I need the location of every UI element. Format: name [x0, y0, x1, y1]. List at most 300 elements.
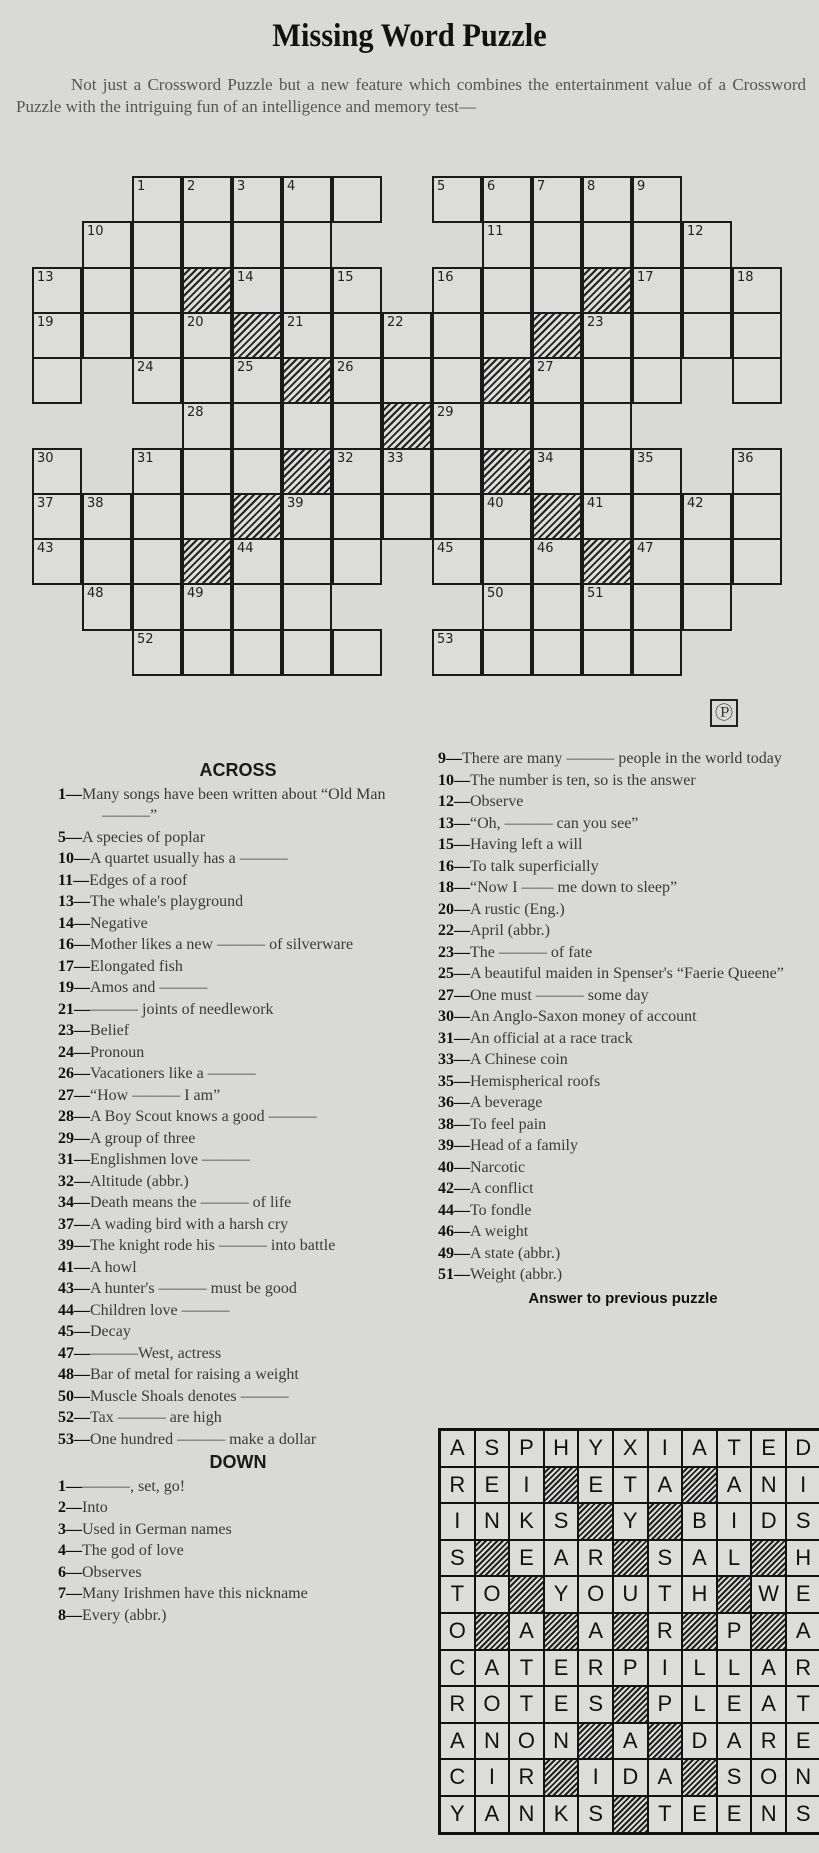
grid-cell[interactable]: [132, 493, 182, 540]
clue-text: To feel pain: [470, 1115, 547, 1133]
grid-cell[interactable]: [532, 176, 582, 223]
grid-cell[interactable]: [232, 176, 282, 223]
across-clue: [58, 999, 418, 1021]
grid-cell[interactable]: [482, 312, 532, 359]
grid-cell[interactable]: [432, 629, 482, 676]
clue-number: 48—: [58, 1366, 90, 1383]
answer-cell: H: [787, 1541, 819, 1576]
clue-text: There are many ——— people in the world today: [462, 750, 782, 767]
clue-number: 41: [587, 495, 604, 511]
black-square: [582, 267, 632, 314]
clue-text: A group of three: [90, 1129, 196, 1147]
grid-cell[interactable]: [482, 176, 532, 223]
clue-text: Pronoun: [90, 1043, 145, 1061]
grid-cell[interactable]: [132, 357, 182, 404]
grid-cell[interactable]: [532, 629, 582, 676]
answer-black-square: [718, 1577, 751, 1612]
grid-cell[interactable]: [32, 357, 82, 404]
answer-cell: N: [787, 1760, 819, 1795]
answer-black-square: [579, 1724, 612, 1759]
grid-cell[interactable]: [482, 493, 532, 540]
clue-number: 16—: [58, 936, 90, 953]
down-clue: [438, 1049, 808, 1071]
grid-cell[interactable]: [282, 402, 332, 449]
answer-cell: L: [683, 1687, 716, 1722]
answer-cell: Y: [579, 1431, 612, 1466]
clue-text: An official at a race track: [470, 1029, 633, 1047]
grid-cell[interactable]: [332, 312, 382, 359]
grid-cell[interactable]: [282, 267, 332, 314]
down-clue: [438, 985, 808, 1007]
answer-cell: C: [441, 1760, 474, 1795]
grid-cell[interactable]: [532, 402, 582, 449]
down-clue: [438, 1200, 808, 1222]
grid-cell[interactable]: [632, 357, 682, 404]
clue-number: 40: [487, 495, 504, 511]
answer-cell: T: [649, 1577, 682, 1612]
grid-cell[interactable]: [132, 221, 182, 268]
grid-cell[interactable]: [82, 583, 132, 630]
grid-cell[interactable]: [632, 221, 682, 268]
grid-cell[interactable]: [482, 267, 532, 314]
grid-cell[interactable]: [232, 448, 282, 495]
clue-text: Into: [82, 1499, 108, 1516]
grid-cell[interactable]: [432, 176, 482, 223]
answer-cell: E: [683, 1797, 716, 1832]
grid-cell[interactable]: [582, 402, 632, 449]
clue-text: Bar of metal for raising a weight: [90, 1366, 299, 1383]
clue-number: 23: [587, 314, 604, 330]
grid-cell[interactable]: [482, 629, 532, 676]
down-clue-list-part2: [438, 748, 808, 1286]
grid-cell[interactable]: [432, 357, 482, 404]
grid-cell[interactable]: [332, 493, 382, 540]
clue-number: 15—: [438, 836, 470, 853]
clue-text: Having left a will: [470, 836, 583, 853]
grid-cell[interactable]: [632, 176, 682, 223]
across-clue: [58, 1257, 418, 1279]
crossword-grid: [32, 176, 786, 736]
answer-cell: R: [441, 1687, 474, 1722]
clue-number: 3—: [58, 1520, 82, 1538]
grid-cell[interactable]: [182, 176, 232, 223]
clue-text: Vacationers like a ———: [90, 1065, 256, 1082]
clue-text: A conflict: [470, 1180, 534, 1197]
grid-cell[interactable]: [282, 312, 332, 359]
clue-number: 38—: [438, 1115, 470, 1133]
down-clue: [438, 770, 808, 792]
clue-text: Observes: [82, 1563, 142, 1581]
answer-cell: A: [718, 1724, 751, 1759]
clue-text: Edges of a roof: [89, 871, 188, 889]
down-clue: [438, 748, 808, 770]
grid-cell[interactable]: [182, 583, 232, 630]
grid-cell[interactable]: [82, 221, 132, 268]
answer-cell: A: [441, 1724, 474, 1759]
answer-heading: Answer to previous puzzle: [528, 1289, 718, 1307]
clue-number: 18—: [438, 879, 470, 896]
grid-cell[interactable]: [182, 402, 232, 449]
grid-cell[interactable]: [682, 312, 732, 359]
answer-cell: E: [545, 1651, 578, 1686]
clue-number: 13: [37, 269, 54, 285]
answer-cell: E: [718, 1687, 751, 1722]
grid-cell[interactable]: [282, 583, 332, 630]
clue-text: Many Irishmen have this nickname: [82, 1585, 308, 1602]
grid-cell[interactable]: [632, 267, 682, 314]
clue-text: Observe: [470, 793, 524, 810]
down-clue: [438, 920, 808, 942]
black-square: [182, 538, 232, 585]
black-square: [282, 357, 332, 404]
clue-number: 51—: [438, 1266, 470, 1283]
clue-number: 1—: [58, 785, 82, 803]
grid-cell[interactable]: [82, 538, 132, 585]
answer-cell: S: [579, 1687, 612, 1722]
grid-cell[interactable]: [132, 448, 182, 495]
answer-cell: I: [510, 1468, 543, 1503]
grid-cell[interactable]: [632, 629, 682, 676]
grid-cell[interactable]: [732, 312, 782, 359]
clue-text: A wading bird with a harsh cry: [90, 1215, 289, 1233]
grid-cell[interactable]: [732, 448, 782, 495]
grid-cell[interactable]: [682, 221, 732, 268]
answer-cell: H: [545, 1431, 578, 1466]
answer-cell: P: [510, 1431, 543, 1466]
down-clue: [438, 1071, 808, 1093]
grid-cell[interactable]: [682, 267, 732, 314]
answer-cell: T: [614, 1468, 647, 1503]
answer-black-square: [614, 1797, 647, 1832]
clue-number: 8: [587, 179, 596, 194]
across-clue: [58, 977, 418, 999]
grid-cell[interactable]: [332, 267, 382, 314]
answer-black-square: [683, 1614, 716, 1649]
grid-cell[interactable]: [582, 221, 632, 268]
grid-cell[interactable]: [232, 267, 282, 314]
down-clue: [438, 856, 808, 878]
across-clue: [58, 934, 418, 956]
grid-cell[interactable]: [432, 267, 482, 314]
answer-cell: A: [579, 1614, 612, 1649]
grid-cell[interactable]: [632, 312, 682, 359]
grid-cell[interactable]: [132, 267, 182, 314]
answer-black-square: [545, 1468, 578, 1503]
grid-cell[interactable]: [532, 267, 582, 314]
clue-number: 28—: [58, 1108, 90, 1125]
grid-cell[interactable]: [532, 357, 582, 404]
clue-number: 13—: [58, 893, 90, 910]
across-clue: [58, 1429, 418, 1451]
clue-number: 42—: [438, 1180, 470, 1197]
clue-number: 9: [637, 179, 646, 194]
grid-cell[interactable]: [332, 402, 382, 449]
grid-cell[interactable]: [182, 448, 232, 495]
down-clue: [438, 813, 808, 835]
grid-cell[interactable]: [232, 629, 282, 676]
answer-cell: N: [476, 1504, 509, 1539]
clue-text: A howl: [90, 1258, 137, 1276]
answer-cell: P: [614, 1651, 647, 1686]
clue-text: A hunter's ——— must be good: [90, 1280, 297, 1297]
grid-cell[interactable]: [182, 312, 232, 359]
grid-cell[interactable]: [132, 583, 182, 630]
answer-cell: I: [718, 1504, 751, 1539]
grid-cell[interactable]: [632, 493, 682, 540]
down-clue: [438, 877, 808, 899]
answer-cell: E: [718, 1797, 751, 1832]
grid-cell[interactable]: [232, 538, 282, 585]
across-clue: [58, 891, 418, 913]
grid-cell[interactable]: [582, 357, 632, 404]
grid-cell[interactable]: [182, 493, 232, 540]
clue-number: 8—: [58, 1606, 82, 1624]
down-clue: [438, 1092, 808, 1114]
answer-cell: R: [579, 1651, 612, 1686]
answer-cell: T: [718, 1431, 751, 1466]
grid-cell[interactable]: [132, 312, 182, 359]
clue-number: 23—: [58, 1022, 90, 1039]
grid-cell[interactable]: [682, 493, 732, 540]
clue-text: A quartet usually has a ———: [90, 850, 288, 867]
answer-cell: N: [476, 1724, 509, 1759]
grid-cell[interactable]: [432, 312, 482, 359]
clue-number: 31: [137, 450, 154, 466]
grid-cell[interactable]: [732, 493, 782, 540]
answer-cell: E: [787, 1724, 819, 1759]
clue-number: 30—: [438, 1008, 470, 1025]
answer-cell: A: [718, 1468, 751, 1503]
grid-cell[interactable]: [632, 448, 682, 495]
clue-number: 20: [187, 314, 204, 330]
across-clue: [58, 1063, 418, 1085]
clue-text: The number is ten, so is the answer: [470, 771, 696, 789]
grid-cell[interactable]: [332, 629, 382, 676]
grid-cell[interactable]: [282, 176, 332, 223]
grid-cell[interactable]: [132, 176, 182, 223]
clue-number: 34: [537, 450, 554, 466]
black-square: [482, 357, 532, 404]
grid-cell[interactable]: [482, 402, 532, 449]
grid-cell[interactable]: [382, 493, 432, 540]
grid-cell[interactable]: [582, 493, 632, 540]
grid-cell[interactable]: [232, 402, 282, 449]
across-clue: [58, 870, 418, 892]
answer-black-square: [614, 1687, 647, 1722]
grid-cell[interactable]: [32, 267, 82, 314]
grid-cell[interactable]: [382, 357, 432, 404]
across-clue: [58, 1235, 418, 1257]
clue-text: One must ——— some day: [470, 986, 649, 1004]
across-clue: [58, 1020, 418, 1042]
grid-cell[interactable]: [582, 448, 632, 495]
across-clue: [58, 1386, 418, 1408]
answer-cell: A: [476, 1651, 509, 1686]
grid-cell[interactable]: [582, 583, 632, 630]
answer-cell: R: [649, 1614, 682, 1649]
down-clue-list-part1: [58, 1476, 418, 1627]
grid-cell[interactable]: [282, 629, 332, 676]
clue-text: Tax ——— are high: [90, 1409, 222, 1426]
clue-number: 53—: [58, 1430, 90, 1448]
across-clue: [58, 1214, 418, 1236]
answer-cell: L: [718, 1651, 751, 1686]
grid-cell[interactable]: [532, 221, 582, 268]
clue-number: 3: [237, 179, 246, 194]
answer-cell: E: [476, 1468, 509, 1503]
clue-number: 47—: [58, 1344, 90, 1362]
clue-number: 18: [737, 269, 754, 285]
answer-cell: K: [545, 1797, 578, 1832]
grid-cell[interactable]: [732, 357, 782, 404]
clue-number: 12—: [438, 793, 470, 810]
grid-cell[interactable]: [332, 448, 382, 495]
clue-number: 5: [437, 179, 446, 194]
grid-cell[interactable]: [32, 312, 82, 359]
answer-cell: I: [649, 1651, 682, 1686]
grid-cell[interactable]: [182, 629, 232, 676]
down-clue: [58, 1540, 418, 1562]
grid-cell[interactable]: [182, 357, 232, 404]
grid-cell[interactable]: [582, 312, 632, 359]
grid-cell[interactable]: [482, 221, 532, 268]
clue-text: Muscle Shoals denotes ———: [90, 1387, 289, 1405]
clue-number: 52: [137, 631, 154, 647]
clue-text: Hemispherical roofs: [470, 1072, 601, 1090]
across-clue: [58, 784, 418, 827]
down-clue: [438, 1243, 808, 1265]
grid-cell[interactable]: [32, 538, 82, 585]
grid-cell[interactable]: [682, 583, 732, 630]
grid-cell[interactable]: [332, 357, 382, 404]
clue-number: 4: [287, 179, 296, 194]
grid-cell[interactable]: [332, 538, 382, 585]
grid-cell[interactable]: [182, 221, 232, 268]
answer-cell: X: [614, 1431, 647, 1466]
clue-text: Many songs have been written about “Old Man ———”: [82, 785, 386, 824]
grid-cell[interactable]: [282, 538, 332, 585]
grid-cell[interactable]: [32, 493, 82, 540]
clue-text: Death means the ——— of life: [90, 1194, 292, 1211]
clue-number: 14—: [58, 914, 90, 932]
grid-cell[interactable]: [632, 583, 682, 630]
black-square: [232, 493, 282, 540]
answer-cell: Y: [614, 1504, 647, 1539]
grid-cell[interactable]: [132, 538, 182, 585]
grid-cell[interactable]: [382, 312, 432, 359]
across-clue: [58, 1321, 418, 1343]
answer-cell: T: [649, 1797, 682, 1832]
answer-cell: R: [787, 1651, 819, 1686]
answer-cell: A: [545, 1541, 578, 1576]
answer-cell: N: [752, 1797, 785, 1832]
answer-cell: N: [545, 1724, 578, 1759]
clue-number: 2: [187, 179, 196, 194]
clue-number: 12: [687, 224, 704, 240]
across-clue-list: [58, 784, 418, 1451]
answer-cell: R: [510, 1760, 543, 1795]
grid-cell[interactable]: [82, 493, 132, 540]
grid-cell[interactable]: [482, 583, 532, 630]
clue-text: A state (abbr.): [470, 1244, 561, 1262]
grid-cell[interactable]: [232, 583, 282, 630]
answer-cell: O: [476, 1577, 509, 1612]
across-clue: [58, 1106, 418, 1128]
grid-cell[interactable]: [582, 176, 632, 223]
clue-text: A rustic (Eng.): [470, 900, 565, 918]
black-square: [382, 402, 432, 449]
clue-number: 39: [287, 495, 304, 511]
grid-cell[interactable]: [582, 629, 632, 676]
clue-number: 29—: [58, 1129, 90, 1147]
grid-cell[interactable]: [282, 221, 332, 268]
grid-cell[interactable]: [232, 221, 282, 268]
clue-number: 33—: [438, 1051, 470, 1068]
grid-cell[interactable]: [532, 538, 582, 585]
grid-cell[interactable]: [482, 538, 532, 585]
clue-text: Negative: [90, 914, 148, 932]
answer-black-square: [510, 1577, 543, 1612]
grid-cell[interactable]: [632, 538, 682, 585]
down-clue: [438, 963, 808, 985]
clue-text: To fondle: [470, 1201, 532, 1219]
down-clue: [438, 1114, 808, 1136]
clue-number: 19—: [58, 979, 90, 996]
grid-cell[interactable]: [382, 448, 432, 495]
grid-cell[interactable]: [332, 176, 382, 223]
grid-cell[interactable]: [682, 538, 732, 585]
grid-cell[interactable]: [732, 267, 782, 314]
grid-cell[interactable]: [132, 629, 182, 676]
black-square: [532, 493, 582, 540]
clue-number: 33: [387, 450, 404, 466]
clue-number: 27: [537, 360, 554, 375]
grid-cell[interactable]: [232, 357, 282, 404]
down-clue: [438, 834, 808, 856]
grid-cell[interactable]: [432, 402, 482, 449]
answer-cell: S: [476, 1431, 509, 1466]
grid-cell[interactable]: [532, 448, 582, 495]
grid-cell[interactable]: [282, 493, 332, 540]
clue-number: 15: [337, 269, 354, 285]
grid-cell[interactable]: [82, 312, 132, 359]
clue-number: 5—: [58, 828, 82, 846]
clue-number: 53: [437, 631, 454, 647]
black-square: [532, 312, 582, 359]
clue-number: 6: [487, 179, 496, 194]
clues-right-column: [438, 748, 808, 1309]
answer-cell: T: [787, 1687, 819, 1722]
clue-text: April (abbr.): [470, 922, 550, 939]
answer-cell: E: [752, 1431, 785, 1466]
clue-text: Englishmen love ———: [90, 1151, 250, 1168]
answer-cell: H: [683, 1577, 716, 1612]
across-clue: [58, 1171, 418, 1193]
answer-cell: A: [614, 1724, 647, 1759]
black-square: [482, 448, 532, 495]
across-clue: [58, 913, 418, 935]
grid-cell[interactable]: [82, 267, 132, 314]
grid-cell[interactable]: [732, 538, 782, 585]
grid-cell[interactable]: [432, 493, 482, 540]
grid-cell[interactable]: [432, 448, 482, 495]
answer-cell: S: [649, 1541, 682, 1576]
grid-cell[interactable]: [432, 538, 482, 585]
clue-text: A Boy Scout knows a good ———: [90, 1108, 317, 1125]
grid-cell[interactable]: [32, 448, 82, 495]
answer-black-square: [752, 1614, 785, 1649]
grid-cell[interactable]: [532, 583, 582, 630]
